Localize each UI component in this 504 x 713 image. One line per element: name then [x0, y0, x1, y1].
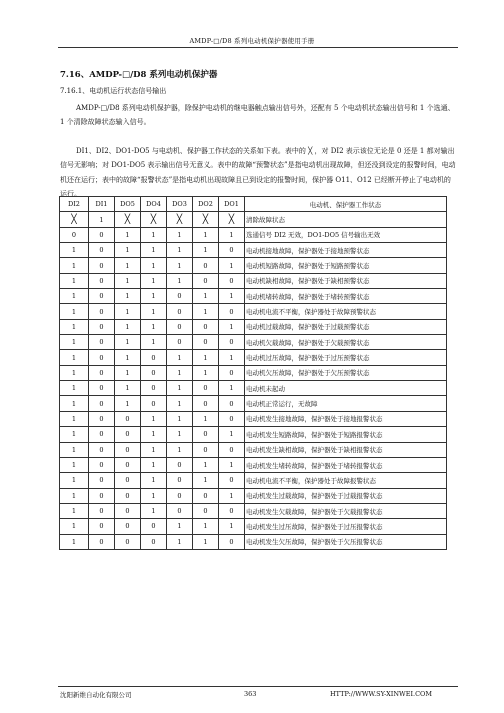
- cell-do3: 0: [167, 335, 193, 350]
- cell-do1: 0: [219, 304, 245, 319]
- table-row: [60, 488, 447, 503]
- cell-do1: ╳: [219, 212, 245, 227]
- cell-di2: 1: [60, 319, 89, 334]
- header-do4: DO4: [141, 197, 167, 212]
- cell-do2: 0: [193, 427, 219, 442]
- relation-paragraph: DI1、DI2、DO1-DO5 与电动机、保护器工作状态的关系如下表。表中的 ╳ ，对 DI2 表示该位无论是 0 还是 1 都对输出信号无影响；对 DO1-DO5 表示输出信号无意义。表中的故障“预警状态”是指电动机出现故障，但还没到设定的报警时间，电动机还在运行；表中的故障“报警状态”是指电动机出现故障且已到设定的报警时间，保护器 O11、O12 已经断开停止了电动机的运行。: [60, 147, 456, 199]
- cell-do4: 1: [141, 289, 167, 304]
- cell-do1: 1: [219, 319, 245, 334]
- cell-di2: 1: [60, 273, 89, 288]
- cell-do2: 0: [193, 258, 219, 273]
- cell-do3: 1: [167, 534, 193, 549]
- cell-di2: 1: [60, 365, 89, 380]
- cell-do1: 1: [219, 227, 245, 242]
- cell-di1: 0: [89, 289, 115, 304]
- cell-do5: 1: [115, 396, 141, 411]
- cell-do3: 1: [167, 396, 193, 411]
- cell-status: 电动机电流不平衡，保护器处于故障预警状态: [245, 304, 447, 319]
- cell-do2: 1: [193, 519, 219, 534]
- cell-do2: 1: [193, 350, 219, 365]
- cell-do1: 0: [219, 503, 245, 518]
- cell-do5: 0: [115, 427, 141, 442]
- cell-do4: 0: [141, 350, 167, 365]
- cell-di2: 1: [60, 427, 89, 442]
- cell-do3: 1: [167, 381, 193, 396]
- cell-do3: ╳: [167, 212, 193, 227]
- cell-do3: 0: [167, 289, 193, 304]
- cell-di1: 0: [89, 381, 115, 396]
- cell-do2: 1: [193, 304, 219, 319]
- cell-do2: 1: [193, 365, 219, 380]
- cell-status: 电动机短路故障，保护器处于短路预警状态: [245, 258, 447, 273]
- cell-do3: 0: [167, 457, 193, 472]
- cell-do1: 1: [219, 381, 245, 396]
- cell-status: 电动机接地故障，保护器处于接地预警状态: [245, 243, 447, 258]
- cell-do1: 0: [219, 365, 245, 380]
- header-di2: DI2: [60, 197, 89, 212]
- cell-di1: 0: [89, 457, 115, 472]
- footer-company: 沈阳新维自动化有限公司: [60, 691, 132, 699]
- cell-do4: 0: [141, 396, 167, 411]
- cell-do2: 0: [193, 503, 219, 518]
- cell-do4: 0: [141, 365, 167, 380]
- cell-do5: 1: [115, 319, 141, 334]
- cell-di2: 1: [60, 381, 89, 396]
- cell-do2: 0: [193, 273, 219, 288]
- cell-do2: 1: [193, 411, 219, 426]
- cell-di2: 1: [60, 488, 89, 503]
- cell-do2: 1: [193, 227, 219, 242]
- cell-di2: 0: [60, 227, 89, 242]
- cell-do1: 0: [219, 396, 245, 411]
- cell-do5: 1: [115, 273, 141, 288]
- cell-di1: 0: [89, 503, 115, 518]
- cell-do4: 1: [141, 488, 167, 503]
- cell-do5: 0: [115, 411, 141, 426]
- table-row: [60, 365, 447, 380]
- cell-do4: 1: [141, 335, 167, 350]
- cell-status: 电动机发生堵转故障，保护器处于堵转报警状态: [245, 457, 447, 472]
- cell-di1: 0: [89, 273, 115, 288]
- header-do1: DO1: [219, 197, 245, 212]
- cell-di1: 0: [89, 335, 115, 350]
- cell-do2: 0: [193, 319, 219, 334]
- cell-do4: 1: [141, 273, 167, 288]
- cell-do1: 1: [219, 519, 245, 534]
- cell-di2: 1: [60, 350, 89, 365]
- cell-status: 电动机缺相故障，保护器处于缺相预警状态: [245, 273, 447, 288]
- cell-status: 电动机欠压故障，保护器处于欠压预警状态: [245, 365, 447, 380]
- cell-status: 选通信号 DI2 无效，DO1-DO5 信号输出无效: [245, 227, 447, 242]
- table-row: [60, 534, 447, 549]
- cell-di2: 1: [60, 442, 89, 457]
- table-row: [60, 258, 447, 273]
- table-row: [60, 396, 447, 411]
- cell-do4: 1: [141, 473, 167, 488]
- cell-do4: 0: [141, 519, 167, 534]
- cell-do1: 0: [219, 473, 245, 488]
- table-row: [60, 227, 447, 242]
- cell-do5: 0: [115, 442, 141, 457]
- table-row: [60, 457, 447, 472]
- table-row: [60, 427, 447, 442]
- cell-do4: 1: [141, 503, 167, 518]
- cell-di2: 1: [60, 258, 89, 273]
- status-table: [59, 196, 447, 550]
- cell-di1: 0: [89, 304, 115, 319]
- cell-do5: 1: [115, 381, 141, 396]
- cell-do4: 1: [141, 411, 167, 426]
- cell-do2: 0: [193, 396, 219, 411]
- cell-di2: ╳: [60, 212, 89, 227]
- cell-do2: 0: [193, 381, 219, 396]
- cell-do3: 1: [167, 427, 193, 442]
- cell-do4: ╳: [141, 212, 167, 227]
- header-status: 电动机、保护器工作状态: [245, 197, 447, 212]
- cell-di2: 1: [60, 243, 89, 258]
- cell-status: 电动机正常运行，无故障: [245, 396, 447, 411]
- cell-di2: 1: [60, 396, 89, 411]
- subsection-title: 7.16.1、电动机运行状态信号输出: [60, 87, 167, 95]
- header-rule: [58, 47, 458, 48]
- cell-di1: 0: [89, 258, 115, 273]
- cell-do4: 0: [141, 534, 167, 549]
- cell-di2: 1: [60, 304, 89, 319]
- cell-di1: 0: [89, 319, 115, 334]
- cell-status: 电动机发生过压故障，保护器处于过压报警状态: [245, 519, 447, 534]
- cell-do1: 0: [219, 273, 245, 288]
- cell-do5: 0: [115, 503, 141, 518]
- cell-do1: 0: [219, 411, 245, 426]
- cell-do5: 1: [115, 365, 141, 380]
- cell-do4: 1: [141, 304, 167, 319]
- cell-do3: 1: [167, 411, 193, 426]
- cell-do3: 0: [167, 503, 193, 518]
- header-do2: DO2: [193, 197, 219, 212]
- cell-do5: 1: [115, 304, 141, 319]
- cell-status: 清除故障状态: [245, 212, 447, 227]
- cell-do1: 1: [219, 457, 245, 472]
- cell-do5: 0: [115, 488, 141, 503]
- cell-di2: 1: [60, 473, 89, 488]
- cell-di1: 0: [89, 534, 115, 549]
- cell-status: 电动机发生短路故障，保护器处于短路报警状态: [245, 427, 447, 442]
- cell-di1: 0: [89, 350, 115, 365]
- cell-do2: 0: [193, 442, 219, 457]
- cell-status: 电动机发生欠压故障，保护器处于欠压报警状态: [245, 534, 447, 549]
- cell-do2: 0: [193, 488, 219, 503]
- header-di1: DI1: [89, 197, 115, 212]
- cell-do5: 0: [115, 473, 141, 488]
- cell-do3: 1: [167, 273, 193, 288]
- cell-do4: 1: [141, 227, 167, 242]
- cell-di1: 0: [89, 442, 115, 457]
- cell-do1: 0: [219, 534, 245, 549]
- cell-do4: 1: [141, 319, 167, 334]
- cell-di2: 1: [60, 519, 89, 534]
- page-header: AMDP-□/D8 系列电动机保护器使用手册: [189, 37, 315, 45]
- cell-di2: 1: [60, 503, 89, 518]
- cell-status: 电动机欠载故障，保护器处于欠载预警状态: [245, 335, 447, 350]
- cell-do1: 1: [219, 350, 245, 365]
- table-row: [60, 319, 447, 334]
- table-row: [60, 335, 447, 350]
- cell-do5: ╳: [115, 212, 141, 227]
- cell-do3: 1: [167, 442, 193, 457]
- cell-di1: 0: [89, 411, 115, 426]
- cell-di1: 0: [89, 427, 115, 442]
- cell-di2: 1: [60, 335, 89, 350]
- cell-do5: 1: [115, 227, 141, 242]
- cell-do2: 0: [193, 335, 219, 350]
- cell-do2: 1: [193, 243, 219, 258]
- cell-do3: 1: [167, 243, 193, 258]
- cell-status: 电动机发生过载故障，保护器处于过载报警状态: [245, 488, 447, 503]
- cell-do1: 1: [219, 488, 245, 503]
- cell-di2: 1: [60, 411, 89, 426]
- cell-do4: 1: [141, 243, 167, 258]
- cell-do4: 1: [141, 457, 167, 472]
- cell-status: 电动机过压故障，保护器处于过压预警状态: [245, 350, 447, 365]
- header-do3: DO3: [167, 197, 193, 212]
- cell-di2: 1: [60, 534, 89, 549]
- cell-do5: 1: [115, 350, 141, 365]
- cell-status: 电动机发生欠载故障，保护器处于欠载报警状态: [245, 503, 447, 518]
- table-row: [60, 381, 447, 396]
- cell-do5: 0: [115, 519, 141, 534]
- cell-do3: 1: [167, 350, 193, 365]
- table-row: [60, 212, 447, 227]
- header-do5: DO5: [115, 197, 141, 212]
- cell-status: 电动机未起动: [245, 381, 447, 396]
- cell-do1: 1: [219, 289, 245, 304]
- table-row: [60, 350, 447, 365]
- cell-do5: 1: [115, 258, 141, 273]
- cell-do3: 1: [167, 365, 193, 380]
- cell-di1: 0: [89, 365, 115, 380]
- cell-status: 电动机发生接地故障，保护器处于接地报警状态: [245, 411, 447, 426]
- table-row: [60, 442, 447, 457]
- cell-do1: 0: [219, 243, 245, 258]
- footer-rule: [58, 686, 458, 687]
- cell-do1: 0: [219, 442, 245, 457]
- cell-do5: 1: [115, 335, 141, 350]
- cell-do4: 1: [141, 427, 167, 442]
- cell-do5: 1: [115, 289, 141, 304]
- page-number: 363: [244, 690, 257, 698]
- footer-url: HTTP://WWW.SY-XINWEI.COM: [330, 690, 433, 698]
- cell-di1: 0: [89, 243, 115, 258]
- cell-do3: 1: [167, 227, 193, 242]
- intro-paragraph: AMDP-□/D8 系列电动机保护器，除保护电动机的继电器触点输出信号外，还配有 5 个电动机状态输出信号和 1 个选通、1 个清除故障状态输入信号。: [60, 104, 455, 127]
- cell-do4: 0: [141, 381, 167, 396]
- cell-do1: 0: [219, 335, 245, 350]
- cell-di1: 0: [89, 473, 115, 488]
- cell-do5: 0: [115, 534, 141, 549]
- cell-di1: 0: [89, 396, 115, 411]
- cell-do5: 1: [115, 243, 141, 258]
- cell-do4: 1: [141, 258, 167, 273]
- table-row: [60, 503, 447, 518]
- section-title: 7.16、AMDP-□/D8 系列电动机保护器: [60, 70, 218, 80]
- cell-di2: 1: [60, 457, 89, 472]
- table-row: [60, 243, 447, 258]
- table-row: [60, 519, 447, 534]
- cell-do1: 1: [219, 258, 245, 273]
- cell-do4: 1: [141, 442, 167, 457]
- cell-do3: 1: [167, 519, 193, 534]
- cell-status: 电动机过载故障，保护器处于过载预警状态: [245, 319, 447, 334]
- cell-do5: 0: [115, 457, 141, 472]
- cell-do2: 1: [193, 534, 219, 549]
- cell-status: 电动机堵转故障，保护器处于堵转预警状态: [245, 289, 447, 304]
- cell-di2: 1: [60, 289, 89, 304]
- cell-di1: 1: [89, 212, 115, 227]
- cell-do3: 0: [167, 488, 193, 503]
- cell-di1: 0: [89, 488, 115, 503]
- table-header-row: [60, 197, 447, 212]
- table-row: [60, 304, 447, 319]
- cell-do2: 1: [193, 289, 219, 304]
- cell-do3: 0: [167, 473, 193, 488]
- cell-do1: 1: [219, 427, 245, 442]
- cell-status: 电动机发生缺相故障，保护器处于缺相报警状态: [245, 442, 447, 457]
- cell-do2: 1: [193, 457, 219, 472]
- cell-do3: 0: [167, 319, 193, 334]
- table-row: [60, 411, 447, 426]
- cell-di1: 0: [89, 227, 115, 242]
- cell-do2: ╳: [193, 212, 219, 227]
- table-row: [60, 273, 447, 288]
- cell-di1: 0: [89, 519, 115, 534]
- table-row: [60, 289, 447, 304]
- table-row: [60, 473, 447, 488]
- cell-status: 电动机电流不平衡，保护器处于故障报警状态: [245, 473, 447, 488]
- cell-do3: 1: [167, 258, 193, 273]
- cell-do3: 0: [167, 304, 193, 319]
- cell-do2: 1: [193, 473, 219, 488]
